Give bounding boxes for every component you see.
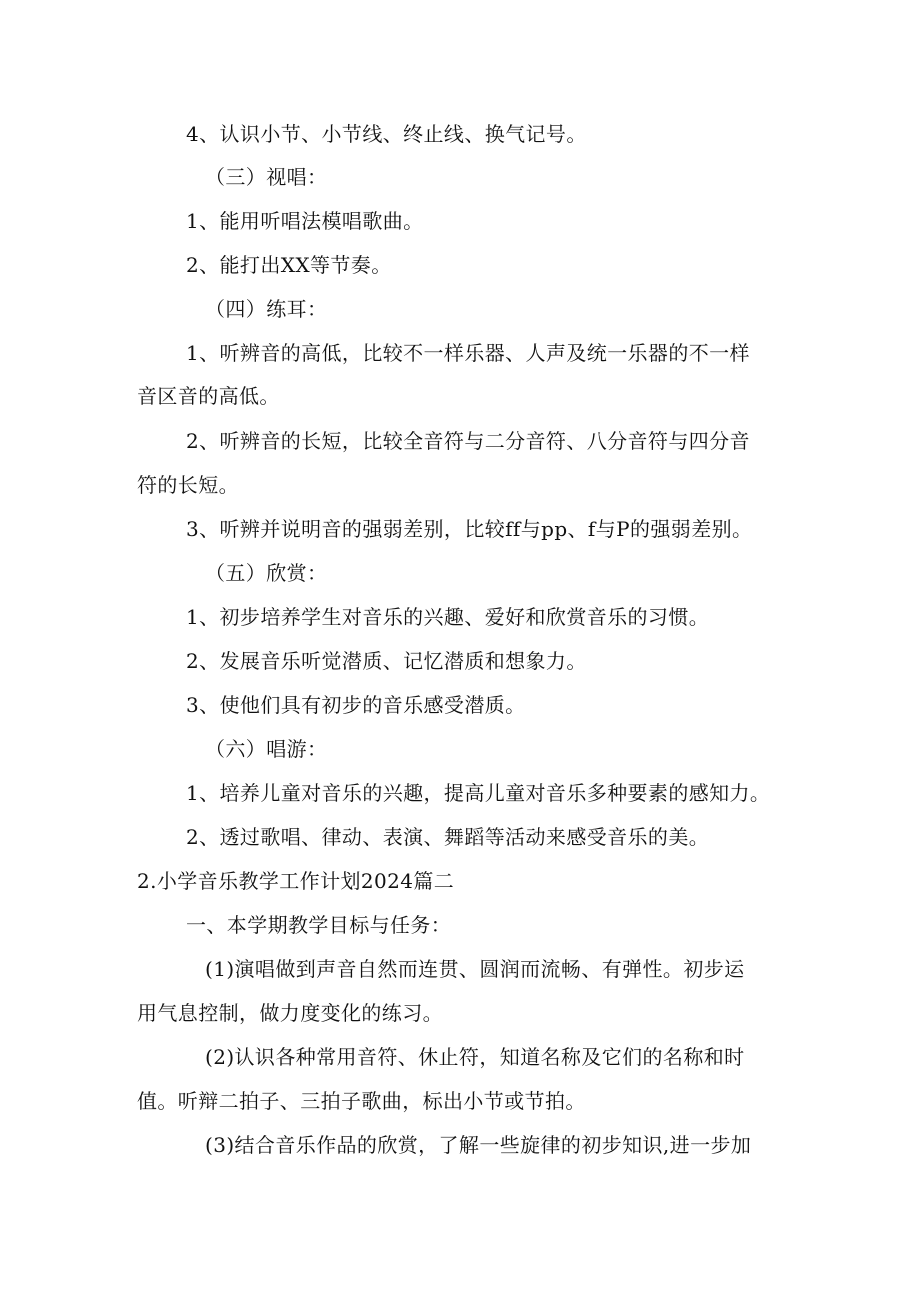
section-heading: （五）欣赏： — [205, 561, 328, 585]
text-line: 用气息控制，做力度变化的练习。 — [137, 1001, 443, 1025]
text-line: (1)演唱做到声音自然而连贯、圆润而流畅、有弹性。初步运 — [205, 957, 745, 981]
text-line: 4、认识小节、小节线、终止线、换气记号。 — [186, 122, 587, 146]
section-heading: （六）唱游： — [205, 737, 328, 761]
document-heading: 2.小学音乐教学工作计划2024篇二 — [137, 869, 455, 893]
text-line: 符的长短。 — [137, 473, 239, 497]
section-heading: （三）视唱： — [205, 165, 328, 189]
text-line: 1、初步培养学生对音乐的兴趣、爱好和欣赏音乐的习惯。 — [186, 605, 710, 629]
text-line: 2、发展音乐听觉潜质、记忆潜质和想象力。 — [186, 649, 587, 673]
text-line: 值。听辩二拍子、三拍子歌曲，标出小节或节拍。 — [137, 1089, 586, 1113]
text-line: 音区音的高低。 — [137, 384, 280, 408]
text-line: 1、能用听唱法模唱歌曲。 — [186, 209, 424, 233]
text-line: (2)认识各种常用音符、休止符，知道名称及它们的名称和时 — [205, 1045, 745, 1069]
text-line: 2、能打出XX等节奏。 — [186, 253, 392, 277]
text-line: 2、听辨音的长短，比较全音符与二分音符、八分音符与四分音 — [186, 429, 750, 453]
section-heading: （四）练耳： — [205, 297, 328, 321]
text-line: 1、听辨音的高低，比较不一样乐器、人声及统一乐器的不一样 — [186, 341, 750, 365]
text-line: 3、使他们具有初步的音乐感受潜质。 — [186, 693, 526, 717]
section-heading: 一、本学期教学目标与任务： — [186, 913, 452, 937]
text-line: (3)结合音乐作品的欣赏，了解一些旋律的初步知识,进一步加 — [205, 1133, 752, 1157]
text-line: 3、听辨并说明音的强弱差别，比较ff与pp、f与P的强弱差别。 — [186, 517, 753, 541]
text-line: 1、培养儿童对音乐的兴趣，提高儿童对音乐多种要素的感知力。 — [186, 781, 771, 805]
text-line: 2、透过歌唱、律动、表演、舞蹈等活动来感受音乐的美。 — [186, 825, 710, 849]
